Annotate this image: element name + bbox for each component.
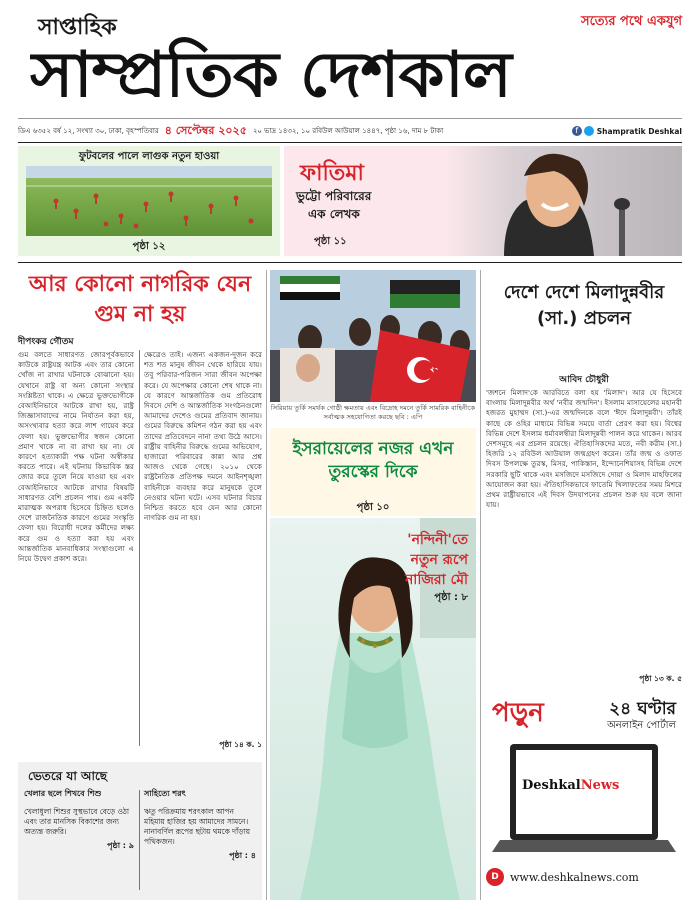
date-details: ২০ ভাদ্র ১৪৩২, ১০ রবিউল আউয়াল ১৪৪৭, পৃষ্ঠা ১৬, দাম ৮ টাকা xyxy=(252,127,444,135)
inside-item-1-title: খেলার ছলে শিখবে শিশু xyxy=(24,789,102,798)
lead-column-1 xyxy=(18,350,134,750)
caption-text: সিরিয়ায় তুর্কি সমর্থক গোষ্ঠী ক্ষমতায় এবং বিদ্রোহ দমনে তুর্কি সামরিক বাহিনীকে সর্বাত্মক সহযোগিতা করছে xyxy=(270,404,476,421)
fatima-line1: ভুট্টো পরিবারের xyxy=(296,189,372,203)
photo-caption xyxy=(270,404,476,422)
lead-story[interactable] xyxy=(18,266,262,754)
ad-portal: অনলাইন পোর্টাল xyxy=(607,720,676,731)
inside-item-1[interactable] xyxy=(24,788,134,896)
inside-item-1-page: পৃষ্ঠা : ৯ xyxy=(107,841,134,850)
lead-body-1: গুম বলতে সাধারণত জোরপূর্বকভাবে কাউকে রাষ্ট্রযন্ত্র আটক এবং তার কোনো খোঁজ না রাখার ঘটনাকে বোঝানো হয়। যেখানে রাষ্ট্র বা অন্য কোনো সংস্থার সংশ্লিষ্টতা থাকে। এ ক্ষেত্রে ভুক্তভোগীকে বেআইনিভাবে আটকে রাখা হয়, রাষ্ট্র জিজ্ঞাসাবাদের নামে নির্যাতন করা হয়, অসংখ্যবার হত্যা করে লাশ গায়েব করে ফেলা হয়। ভুক্তভোগীর স্বজন কোনো প্রমাণ খাকে না বা রাখা হয় না। যে কারণে হত্যাকারী পক্ষ ঘটনা অস্বীকার করতে পারে। এই ঘটনায় কিভাবিক স্তর জোর করে তুলে নিয়ে যাওয়া হয় এবং বেআইনিভাবে আটকে রাখার বিষয়টি সাধারণত বেশি প্রচলন পায়। গুম একটি মারাত্মক অপরাধ হিসেবে চিহ্নিত হলেও দেশে রাজনৈতিক কারণে গুমের সংস্কৃতি ফেলা হয়। বিরোধী দলের কর্মীদের লক্ষ্য করে গুম ও হত্যা করা হয় এবং আন্তর্জাতিক মানবাধিকার সংস্থাগুলো এ নিয়ে উদ্বেগ প্রকাশ করে। xyxy=(18,350,134,564)
twitter-icon[interactable] xyxy=(584,126,594,136)
lead-body-2: ক্ষেত্রেও তাই। এজন্য একজন-দুজন করে শত শত মানুষ জীবন থেকে হারিয়ে যায়। তবু পরিবার-পরিজন সারা জীবন অপেক্ষা করে। যে অপেক্ষার কোনো শেষ থাকে না। যে কারণে আন্তর্জাতিক গুম প্রতিরোধ দিবসে দেশি ও আন্তর্জাতিক সংগঠনগুলো আমাদের দেশেও গুমের প্রতিবাদ জানায়। গুমের বিরুদ্ধে কমিশন গঠন করা হয় এবং তাদের প্রতিবেদনে নানা তথ্য উঠে আসে। রাষ্ট্রীয় বাহিনীর বিরুদ্ধে গুমের অভিযোগ, হাজারো পরিবারের কান্না আর প্রশ্ন আজও থেকে গেছে। ২০১০ থেকে রাষ্ট্রনৈতিক প্রতিপক্ষ দমনে আইনশৃঙ্খলা বাহিনীকে ব্যবহার করে মানুষকে তুলে নেওয়ার ঘটনা ঘটে। এসব ঘটনার বিচার নিশ্চিত করতে হবে যেন আর কোনো নাগরিক গুম না হয়। xyxy=(144,350,262,523)
turkey-rally-photo xyxy=(270,270,476,402)
ad-hours: ২৪ ঘণ্টার xyxy=(609,699,676,719)
israel-headline: ইসরায়েলের নজর এখন তুরস্কের দিকে xyxy=(292,439,454,482)
lead-headline: আর কোনো নাগরিক যেন গুম না হয় xyxy=(28,272,252,327)
promo-line-1: 'নন্দিনী'তে xyxy=(407,532,468,548)
deshkal-logo-icon: D xyxy=(486,868,504,886)
slogan: সত্যের পথে একযুগ xyxy=(581,14,682,29)
ad-brand-news: News xyxy=(580,778,620,793)
fatima-page-ref: পৃষ্ঠা ১১ xyxy=(314,236,347,247)
fatima-line2: এক লেখক xyxy=(308,207,360,221)
issue-date: ৪ সেপ্টেম্বর ২০২৫ xyxy=(164,123,247,137)
ad-read: পড়ুন xyxy=(492,698,544,728)
israel-page-ref: পৃষ্ঠা ১০ xyxy=(356,502,390,513)
milad-continued[interactable]: পৃষ্ঠা ১৩ ক. ৫ xyxy=(639,674,682,683)
promo-page-ref: পৃষ্ঠা : ৮ xyxy=(434,592,468,603)
inside-item-2[interactable] xyxy=(144,788,256,896)
fatima-name: ফাতিমা xyxy=(300,161,364,186)
inside-item-2-page: পৃষ্ঠা : ৪ xyxy=(229,851,256,860)
deshkal-news-ad[interactable] xyxy=(486,686,682,900)
lead-continued[interactable]: পৃষ্ঠা ১৪ ক. ১ xyxy=(219,740,262,749)
inside-item-2-text: ঋতু পরিক্রমায় শরৎকাল আপন মহিমায় হাজির হয় আমাদের সামনে। নানাবর্ণিল রূপের ছটায় থমকে দাঁড়ায় পথিকজন। xyxy=(144,807,250,846)
ad-brand-deshkal: Deshkal xyxy=(522,778,581,793)
football-headline: ফুটবলের পালে লাগুক নতুন হাওয়া xyxy=(78,151,220,162)
milad-headline: দেশে দেশে মিলাদুন্নবীর (সা.) প্রচলন xyxy=(503,282,665,329)
milad-body-text: 'জশনে মিলাদ'কে আরবিতে বলা হয় 'মিলাদ'। আর যে হিসেবে বাংলায় মিলাদুন্নবীর অর্থ 'নবীর জন্মদিন'। ইসলাম মাসায়েলের মহানবী হজরত মুহাম্মদ (সা.)-এর জন্মদিনকে বলে 'ঈদে মিলাদুন্নবী'। তাঁরই কাছে কে ওহির মাধ্যমে বিভিন্ন সময়ে বার্তা প্রেরণ করা হয়। বিশ্বের বিভিন্ন দেশে ইসলাম ধর্মাবলম্বীরা মিলাদুন্নবী পালন করে থাকেন। আরব দেশসমূহে এর প্রচলন রয়েছে। ঐতিহাসিকদের মতে, নবী করীম (সা.) হিজরি ১২ রবিউল আউয়াল জন্মগ্রহণ করেন। তাঁর জন্ম ও ওফাত দিবস উপলক্ষে তুরস্ক, মিসর, পাকিস্তান, ইন্দোনেশিয়াসহ বিভিন্ন দেশে সরকারি ছুটি থাকে এবং মসজিদে মসজিদে দোয়া ও মিলাদ মাহফিলের আয়োজন করা হয়। ঐতিহাসিকভাবে ফাতেমি খিলাফতের সময় মিশরে প্রথম রাষ্ট্রীয়ভাবে এই দিবস উদযাপনের প্রচলন শুরু হয় বলে জানা যায়। xyxy=(486,388,682,510)
inside-item-2-title: সাহিত্যে শরৎ xyxy=(144,789,186,798)
lead-author: দীপংকর গৌতম xyxy=(18,337,74,347)
inside-label: ভেতরে যা আছে xyxy=(28,769,108,783)
social-handle[interactable]: Shampratik Deshkal xyxy=(596,126,682,136)
promo-line-3: নাজিরা মৌ xyxy=(404,572,468,588)
weekly-label: সাপ্তাহিক xyxy=(38,14,117,40)
lead-column-2 xyxy=(144,350,262,740)
teaser-football[interactable] xyxy=(18,146,280,256)
milad-body xyxy=(486,388,682,674)
football-page-ref: পৃষ্ঠা ১২ xyxy=(132,241,166,252)
laptop-graphic xyxy=(492,740,676,858)
ad-url[interactable]: www.deshkalnews.com xyxy=(510,870,639,884)
nazira-mou-promo[interactable] xyxy=(270,518,476,900)
masthead xyxy=(0,0,700,120)
teaser-fatima[interactable] xyxy=(284,146,682,256)
newspaper-title: সাম্প্রতিক দেশকাল xyxy=(30,36,512,112)
inside-item-1-text: খেলাধুলা শিশুর সুস্থভাবে বেড়ে ওঠা এবং তার মানসিক বিকাশের জন্য অত্যন্ত জরুরি। xyxy=(24,807,130,836)
milad-author: আবিদ চৌধুরী xyxy=(559,375,609,385)
facebook-icon[interactable]: f xyxy=(572,126,582,136)
football-training-photo xyxy=(26,166,272,236)
dateline xyxy=(18,122,682,140)
promo-line-2: নতুন রূপে xyxy=(410,552,468,568)
issue-info: ডিএ ৬৩৫২ বর্ষ ১২, সংখ্যা ৩০, ঢাকা, বৃহস্পতিবার xyxy=(18,127,159,135)
ad-url-bar[interactable] xyxy=(486,866,682,888)
inside-section xyxy=(18,762,262,900)
israel-turkey-story[interactable] xyxy=(270,428,476,516)
milad-story[interactable] xyxy=(486,270,682,683)
caption-credit: ছবি : এপি xyxy=(395,413,423,421)
fatima-portrait-photo xyxy=(444,146,682,256)
